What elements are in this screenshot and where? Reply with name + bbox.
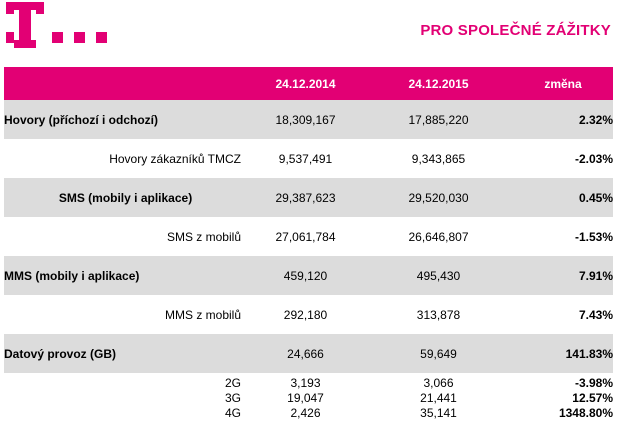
value-2014: 2,426 — [247, 405, 364, 420]
header-label — [4, 67, 247, 100]
value-2014: 27,061,784 — [247, 217, 364, 256]
row-label: 2G — [4, 375, 247, 390]
value-2014: 292,180 — [247, 295, 364, 334]
row-label: 3G — [4, 390, 247, 405]
row-label: Datový provoz (GB) — [4, 334, 247, 373]
value-2014: 9,537,491 — [247, 139, 364, 178]
value-2015: 59,649 — [364, 334, 513, 373]
value-2015: 17,885,220 — [364, 100, 513, 139]
table-row — [4, 375, 613, 390]
value-2015: 35,141 — [364, 405, 513, 420]
value-change: -1.53% — [513, 217, 613, 256]
header-change: změna — [513, 67, 613, 100]
value-change: 2.32% — [513, 100, 613, 139]
value-change: 1348.80% — [513, 405, 613, 420]
table-row — [4, 390, 613, 405]
value-2014: 19,047 — [247, 390, 364, 405]
row-label: MMS (mobily i aplikace) — [4, 256, 247, 295]
table-row — [4, 178, 613, 217]
value-2015: 495,430 — [364, 256, 513, 295]
row-label: Hovory zákazníků TMCZ — [4, 139, 247, 178]
value-2014: 29,387,623 — [247, 178, 364, 217]
traffic-stats-table — [4, 67, 613, 420]
value-2015: 9,343,865 — [364, 139, 513, 178]
value-2014: 459,120 — [247, 256, 364, 295]
value-2014: 18,309,167 — [247, 100, 364, 139]
value-change: 7.91% — [513, 256, 613, 295]
row-label: Hovory (příchozí i odchozí) — [4, 100, 247, 139]
value-2015: 313,878 — [364, 295, 513, 334]
table-row — [4, 100, 613, 139]
row-label: SMS z mobilů — [4, 217, 247, 256]
value-change: 141.83% — [513, 334, 613, 373]
row-label: MMS z mobilů — [4, 295, 247, 334]
table-row — [4, 256, 613, 295]
telekom-t-logo-icon — [6, 2, 116, 50]
table-header-row — [4, 67, 613, 100]
header-date-2015: 24.12.2015 — [364, 67, 513, 100]
value-change: 7.43% — [513, 295, 613, 334]
value-2015: 3,066 — [364, 375, 513, 390]
table-row — [4, 217, 613, 256]
table-row — [4, 334, 613, 373]
value-change: 0.45% — [513, 178, 613, 217]
value-change: 12.57% — [513, 390, 613, 405]
value-2015: 29,520,030 — [364, 178, 513, 217]
table-row — [4, 405, 613, 420]
value-change: -3.98% — [513, 375, 613, 390]
brand-tagline: PRO SPOLEČNÉ ZÁŽITKY — [420, 22, 611, 39]
value-2015: 21,441 — [364, 390, 513, 405]
value-change: -2.03% — [513, 139, 613, 178]
table-row — [4, 295, 613, 334]
value-2014: 24,666 — [247, 334, 364, 373]
value-2014: 3,193 — [247, 375, 364, 390]
header-date-2014: 24.12.2014 — [247, 67, 364, 100]
row-label: SMS (mobily i aplikace) — [4, 178, 247, 217]
row-label: 4G — [4, 405, 247, 420]
value-2015: 26,646,807 — [364, 217, 513, 256]
table-row — [4, 139, 613, 178]
